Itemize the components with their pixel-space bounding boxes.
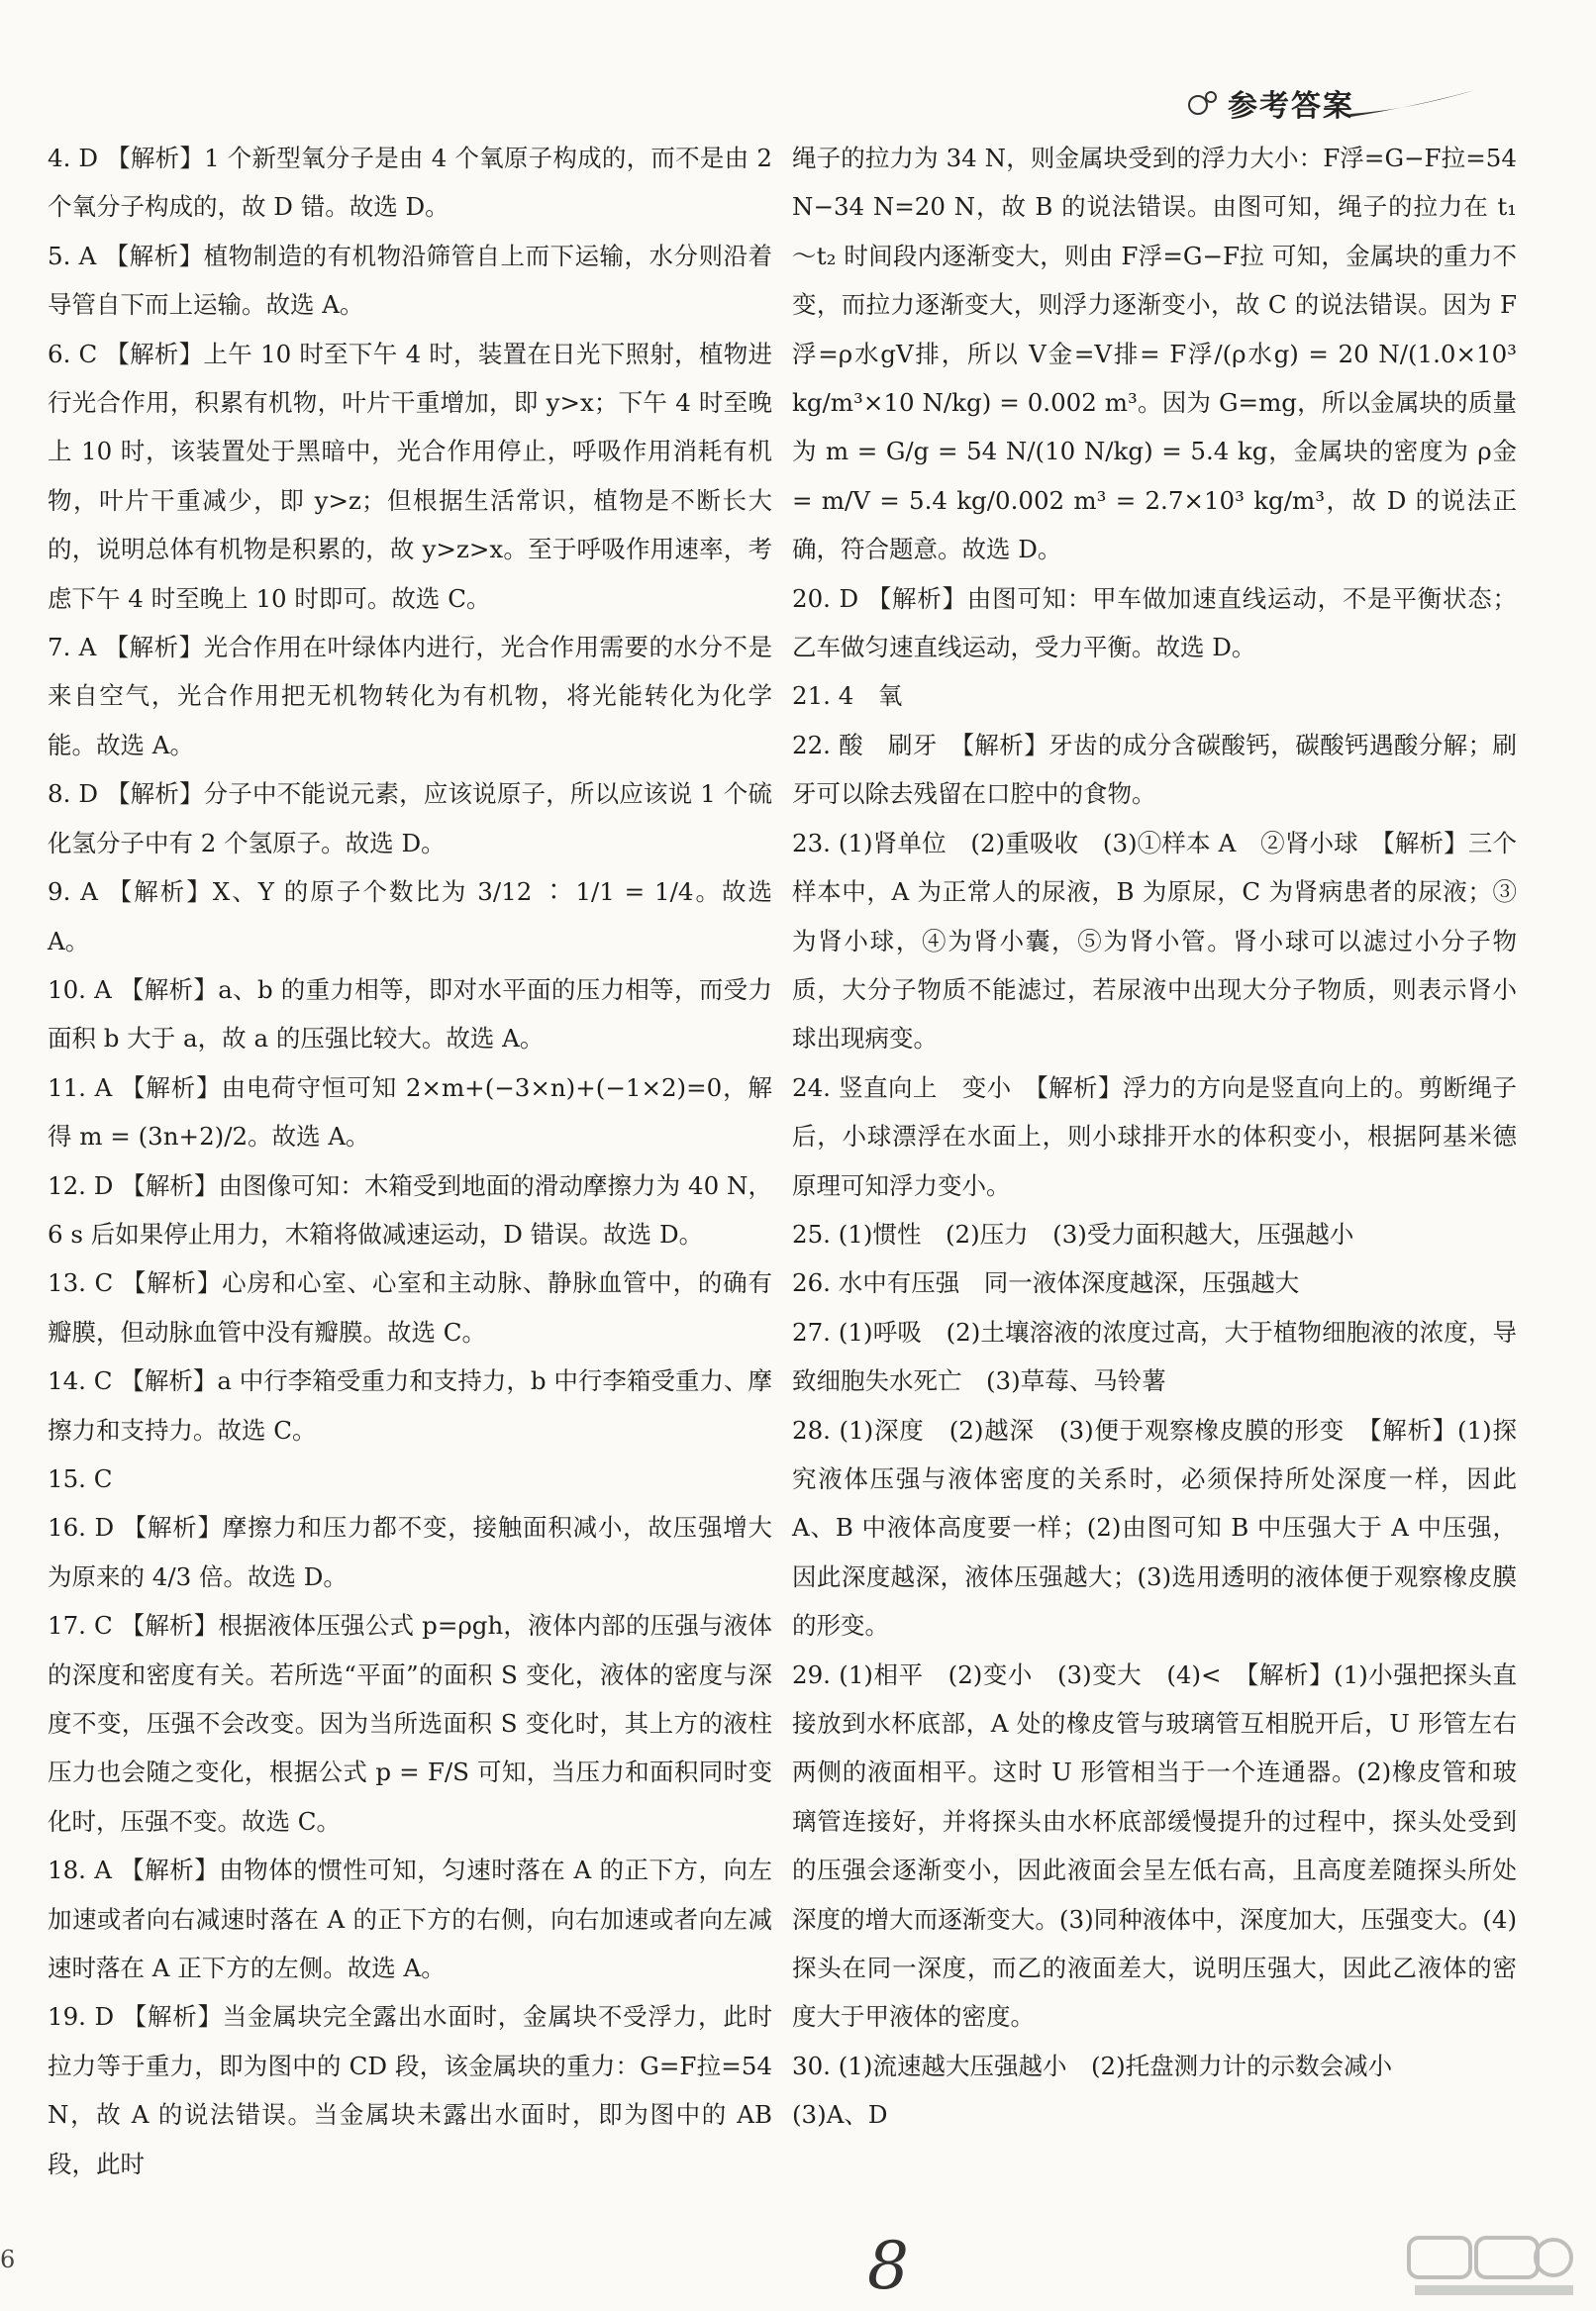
answer-entry-21: 21. 4 氧 — [792, 681, 903, 711]
answer-entry-20: 20. D 【解析】由图可知：甲车做加速直线运动，不是平衡状态；乙车做匀速直线运动，受力平衡。故选 D。 — [792, 583, 1517, 662]
page-header-title: 参考答案 — [1228, 89, 1354, 124]
answer-entry-19-continued: 绳子的拉力为 34 N，则金属块受到的浮力大小：F浮=G−F拉=54 N−34 N=20 N，故 B 的说法错误。由图可知，绳子的拉力在 t₁～t₂ 时间段内逐渐变大，则由 F浮=G−F拉 可知，金属块的重力不变，而拉力逐渐变大，则浮力逐渐变小，故 C 的说法错误。因为 F浮=ρ水gV排，所以 V金=V排= F浮/(ρ水g) = 20 N/(1.0×10³ kg/m³×10 N/kg) = 0.002 m³。因为 G=mg，所以金属块的质量为 m = G/g = 54 N/(10 N/kg) = 5.4 kg，金属块的密度为 ρ金 = m/V = 5.4 kg/0.002 m³ = 2.7×10³ kg/m³，故 D 的说法正确，符合题意。故选 D。 — [792, 144, 1517, 564]
handwritten-page-mark: 8 — [867, 2228, 909, 2304]
answer-entry-19: 19. D 【解析】当金属块完全露出水面时，金属块不受浮力，此时拉力等于重力，即为图中的 CD 段，该金属块的重力：G=F拉=54 N，故 A 的说法错误。当金属块未露出水面时，即为图中的 AB 段，此时 — [48, 2002, 772, 2178]
watermark-logo-icon — [1405, 2232, 1578, 2301]
answer-entry-28: 28. (1)深度 (2)越深 (3)便于观察橡皮膜的形变 【解析】(1)探究液体压强与液体密度的关系时，必须保持所处深度一样，因此 A、B 中液体高度要一样；(2)由图可知 B 中压强大于 A 中压强，因此深度越深，液体压强越大；(3)选用透明的液体便于观察橡皮膜的形变。 — [792, 1415, 1517, 1641]
answer-entry-5: 5. A 【解析】植物制造的有机物沿筛管自上而下运输，水分则沿着导管自下而上运输。故选 A。 — [48, 241, 772, 320]
answer-entry-7: 7. A 【解析】光合作用在叶绿体内进行，光合作用需要的水分不是来自空气，光合作用把无机物转化为有机物，将光能转化为化学能。故选 A。 — [48, 633, 772, 759]
answer-entry-4: 4. D 【解析】1 个新型氧分子是由 4 个氧原子构成的，而不是由 2 个氧分子构成的，故 D 错。故选 D。 — [48, 144, 772, 222]
page-header — [1184, 81, 1477, 125]
answer-entry-30: 30. (1)流速越大压强越小 (2)托盘测力计的示数会减小 — [792, 2051, 1393, 2080]
swoosh-decoration-icon — [1348, 88, 1477, 118]
answer-entry-16: 16. D 【解析】摩擦力和压力都不变，接触面积减小，故压强增大为原来的 4/3 倍。故选 D。 — [48, 1513, 772, 1591]
right-column — [792, 134, 1517, 2140]
answer-entry-9: 9. A 【解析】X、Y 的原子个数比为 3/12 ∶ 1/1 = 1/4。故选 A。 — [48, 877, 772, 955]
answer-entry-27: 27. (1)呼吸 (2)土壤溶液的浓度过高，大于植物细胞液的浓度，导致细胞失水死亡 (3)草莓、马铃薯 — [792, 1317, 1517, 1396]
answer-entry-11: 11. A 【解析】由电荷守恒可知 2×m+(−3×n)+(−1×2)=0，解得 m = (3n+2)/2。故选 A。 — [48, 1072, 772, 1152]
answer-entry-10: 10. A 【解析】a、b 的重力相等，即对水平面的压力相等，而受力面积 b 大于 a，故 a 的压强比较大。故选 A。 — [48, 974, 772, 1054]
answer-entry-22: 22. 酸 刷牙 【解析】牙齿的成分含碳酸钙，碳酸钙遇酸分解；刷牙可以除去残留在口腔中的食物。 — [792, 730, 1517, 809]
answer-entry-29: 29. (1)相平 (2)变小 (3)变大 (4)< 【解析】(1)小强把探头直接放到水杯底部，A 处的橡皮管与玻璃管互相脱开后，U 形管左右两侧的液面相平。这时 U 形管相当于一个连通器。(2)橡皮管和玻璃管连接好，并将探头由水杯底部缓慢提升的过程中，探头处受到的压强会逐渐变小，因此液面会呈左低右高，且高度差随探头所处深度的增大而逐渐变大。(3)同种液体中，深度加大，压强变大。(4)探头在同一深度，而乙的液面差大，说明压强大，因此乙液体的密度大于甲液体的密度。 — [792, 1659, 1517, 2032]
answer-entry-23: 23. (1)肾单位 (2)重吸收 (3)①样本 A ②肾小球 【解析】三个样本中，A 为正常人的尿液，B 为原尿，C 为肾病患者的尿液；③为肾小球，④为肾小囊，⑤为肾小管。肾小球可以滤过小分子物质，大分子物质不能滤过，若尿液中出现大分子物质，则表示肾小球出现病变。 — [792, 828, 1517, 1054]
answer-entry-17: 17. C 【解析】根据液体压强公式 p=ρgh，液体内部的压强与液体的深度和密度有关。若所选“平面”的面积 S 变化，液体的密度与深度不变，压强不会改变。因为当所选面积 S 变化时，其上方的液柱压力也会随之变化，根据公式 p = F/S 可知，当压力和面积同时变化时，压强不变。故选 C。 — [48, 1611, 772, 1836]
answer-entry-30-part3: (3)A、D — [792, 2100, 888, 2130]
answer-entry-8: 8. D 【解析】分子中不能说元素，应该说原子，所以应该说 1 个硫化氢分子中有 2 个氢原子。故选 D。 — [48, 779, 772, 857]
edge-page-number: 6 — [0, 2246, 16, 2273]
answer-entry-14: 14. C 【解析】a 中行李箱受重力和支持力，b 中行李箱受重力、摩擦力和支持力。故选 C。 — [48, 1366, 772, 1445]
answer-entry-25: 25. (1)惯性 (2)压力 (3)受力面积越大，压强越小 — [792, 1219, 1354, 1249]
answer-entry-6: 6. C 【解析】上午 10 时至下午 4 时，装置在日光下照射，植物进行光合作用，积累有机物，叶片干重增加，即 y>x；下午 4 时至晚上 10 时，该装置处于黑暗中，光合作用停止，呼吸作用消耗有机物，叶片干重减少，即 y>z；但根据生活常识，植物是不断长大的，说明总体有机物是积累的，故 y>z>x。至于呼吸作用速率，考虑下午 4 时至晚上 10 时即可。故选 C。 — [48, 339, 772, 613]
answer-entry-15: 15. C — [48, 1463, 113, 1493]
answer-entry-13: 13. C 【解析】心房和心室、心室和主动脉、静脉血管中，的确有瓣膜，但动脉血管中没有瓣膜。故选 C。 — [48, 1268, 772, 1347]
answer-entry-24: 24. 竖直向上 变小 【解析】浮力的方向是竖直向上的。剪断绳子后，小球漂浮在水面上，则小球排开水的体积变小，根据阿基米德原理可知浮力变小。 — [792, 1072, 1517, 1200]
answer-entry-18: 18. A 【解析】由物体的惯性可知，匀速时落在 A 的正下方，向左加速或者向右减速时落在 A 的正下方的右侧，向右加速或者向左减速时落在 A 正下方的左侧。故选 A。 — [48, 1856, 772, 1983]
answer-entry-12: 12. D 【解析】由图像可知：木箱受到地面的滑动摩擦力为 40 N，6 s 后如果停止用力，木箱将做减速运动，D 错误。故选 D。 — [48, 1170, 772, 1249]
answer-entry-26: 26. 水中有压强 同一液体深度越深，压强越大 — [792, 1268, 1300, 1298]
bubble-decoration-icon — [1184, 83, 1224, 123]
left-column — [48, 134, 772, 2188]
